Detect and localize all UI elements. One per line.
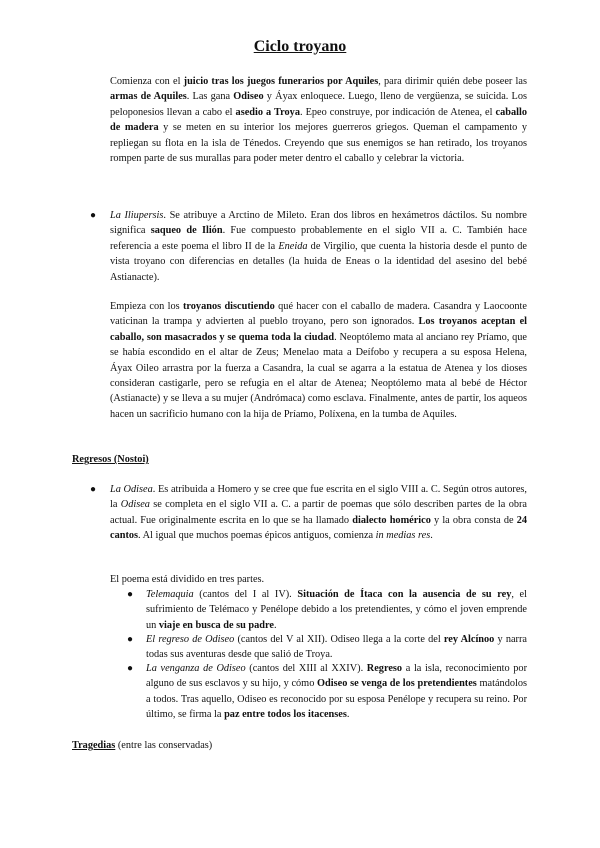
bullet-marker: ● — [90, 484, 97, 495]
bullet-marker: ● — [127, 634, 134, 645]
bullet-marker: ● — [127, 663, 134, 674]
part-regreso: El regreso de Odiseo (cantos del V al XII). Odiseo llega a la corte del rey Alcínoo y narra todas sus aventuras desde que salió de Troya. — [146, 634, 527, 661]
story-paragraph: Empieza con los troyanos discutiendo qué hacer con el caballo de madera. Casandra y Laocoonte vaticinan la trampa y advierten al pueblo troyano, pero son ignorados. Los troyanos aceptan el caballo, son masacrados y se quema toda la ciudad. Neoptólemo mata al anciano rey Príamo, que se había escondido en el altar de Zeus; Menelao mata a Deífobo y recupera a su esposa Helena, Áyax Oileo arrastra por la fuerza a Casandra, la cual se agarra a la estatua de Atenea y los dioses consideran castigarle, pero se refugia en el altar de Atenea; Neoptólemo mata al bebé de Héctor (Astianacte) y se lleva a su mujer (Andrómaca) como esclava. Finalmente, antes de partir, los aqueos hacen un sacrificio humano con la hija de Príamo, Políxena, en la tumba de Aquiles. — [110, 301, 528, 420]
iliupersis-paragraph: La Iliupersis. Se atribuye a Arctino de Mileto. Eran dos libros en hexámetros dáctilos. Su nombre significa saqueo de Ilión. Fue compuesto probablemente en el siglo VII a. C. También hace referencia a este poema el libro II de la Eneida de Virgilio, que cuenta la historia desde el punto de vista troyano con diferencias en detalles (la huida de Eneas o la identidad del asesino del bebé Astianacte). — [110, 210, 527, 283]
intro-paragraph: Comienza con el juicio tras los juegos funerarios por Aquiles, para dirimir quién debe poseer las armas de Aquiles. Las gana Odiseo y Áyax enloquece. Luego, lleno de vergüenza, se suicida. Los peloponesios llevan a cabo el asedio a Troya. Epeo construye, por indicación de Atenea, el caballo de madera y se meten en su interior los mejores guerreros griegos. Queman el campamento y repliegan su flota en la isla de Ténedos. Creyendo que sus enemigos se han retirado, los troyanos rompen parte de sus murallas para poder meter dentro el caballo y celebrar la victoria. — [110, 76, 527, 165]
bullet-marker: ● — [90, 210, 97, 221]
bullet-marker: ● — [127, 589, 134, 600]
section-heading-regresos: Regresos (Nostoi) — [72, 454, 149, 465]
part-venganza: La venganza de Odiseo (cantos del XIII al XXIV). Regreso a la isla, reconocimiento por alguno de sus esclavos y su hijo, y cómo Odiseo se venga de los pretendientes matándolos a todos. Tras aquello, Odiseo es reconocido por su esposa Penélope y recupera su reino. Por último, se firma la paz entre todos los itacenses. — [146, 663, 528, 721]
odisea-paragraph: La Odisea. Es atribuida a Homero y se cree que fue escrita en el siglo VIII a. C. Según otros autores, la Odisea se completa en el siglo VII a. C. a partir de poemas que sólo describen partes de la obra actual. Fue originalmente escrita en lo que se ha llamado dialecto homérico y la obra consta de 24 cantos. Al igual que muchos poemas épicos antiguos, comienza in medias res. — [110, 484, 528, 542]
division-intro: El poema está dividido en tres partes. — [110, 574, 265, 585]
part-telemaquia: Telemaquia (cantos del I al IV). Situación de Ítaca con la ausencia de su rey, el sufrimiento de Telémaco y Penélope debido a los pretendientes, y cómo el joven emprende un viaje en busca de su padre. — [146, 589, 527, 631]
page-title: Ciclo troyano — [253, 38, 347, 55]
section-heading-tragedias: Tragedias (entre las conservadas) — [72, 740, 213, 751]
